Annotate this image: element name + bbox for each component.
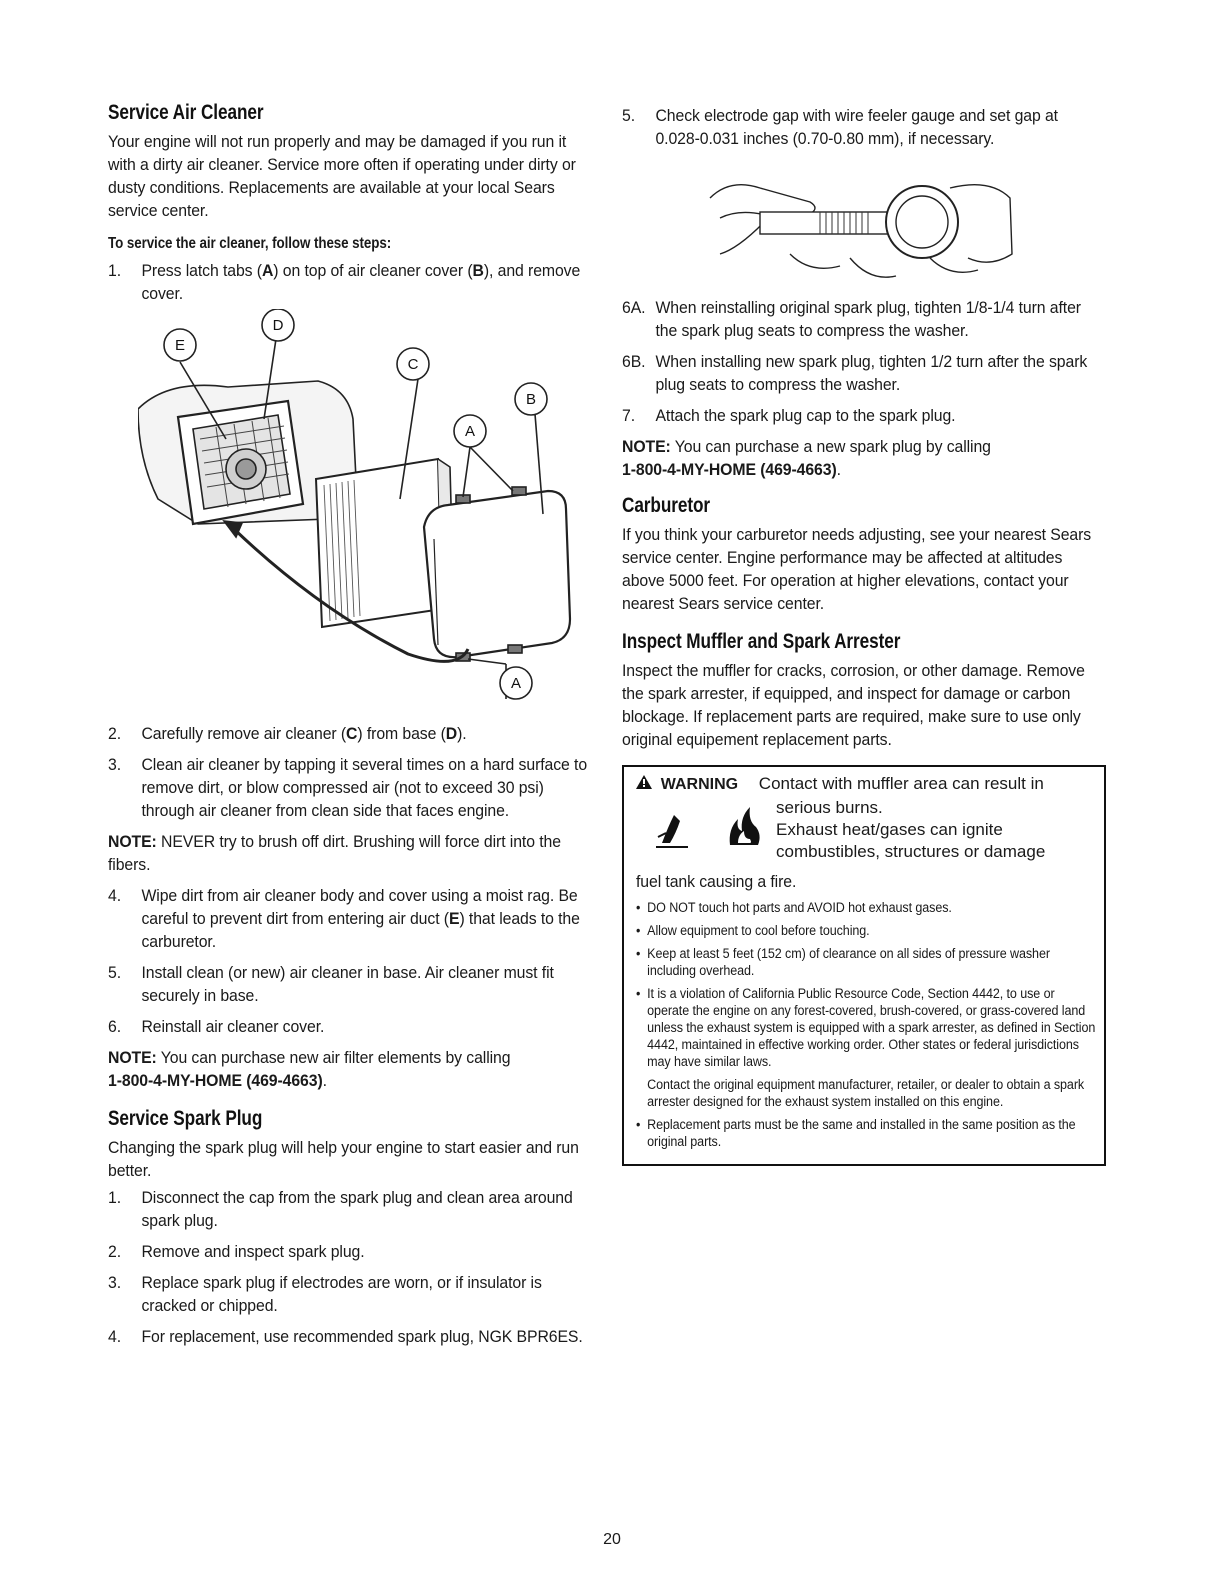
step-number: 7. xyxy=(622,406,636,425)
spark-plug-steps-a xyxy=(622,104,1106,150)
step-text: ) on top of air cleaner cover ( xyxy=(273,261,473,280)
callout-letter: C xyxy=(346,724,358,743)
note-text: NEVER try to brush off dirt. Brushing will force dirt into the fibers. xyxy=(108,832,561,874)
step-number: 2. xyxy=(108,1242,122,1261)
note-spark-plug xyxy=(622,435,1106,481)
step-text: Check electrode gap with wire feeler gauge and set gap at 0.028-0.031 inches (0.70-0.80 mm), if necessary. xyxy=(655,106,1058,148)
note-brush xyxy=(108,830,592,876)
step-text: When installing new spark plug, tighten 1/2 turn after the spark plug seats to compress the washer. xyxy=(655,352,1088,394)
list-item xyxy=(636,899,1096,916)
warning-title-row xyxy=(636,773,1044,796)
callout-label-a-top: A xyxy=(464,423,476,440)
step-number: 2. xyxy=(108,724,122,743)
step-text: Disconnect the cap from the spark plug and clean area around spark plug. xyxy=(141,1188,573,1230)
air-cleaner-steps-continued xyxy=(108,722,592,1348)
page-number: 20 xyxy=(603,1531,621,1548)
list-item xyxy=(622,296,1106,342)
list-item xyxy=(108,722,592,745)
list-item xyxy=(622,104,1106,150)
right-column xyxy=(622,100,1107,1166)
list-item xyxy=(636,1116,1096,1150)
step-text: ). xyxy=(457,724,467,743)
step-text: Carefully remove air cleaner ( xyxy=(141,724,347,743)
spark-plug-section xyxy=(108,1106,592,1348)
step-number: 5. xyxy=(108,963,122,982)
step-number: 3. xyxy=(108,1273,122,1292)
callout-label-a-bottom: A xyxy=(510,675,522,692)
step-number: 6. xyxy=(108,1017,122,1036)
callout-label-e: E xyxy=(174,337,186,354)
warning-header xyxy=(636,773,1094,873)
note-label: NOTE: xyxy=(108,832,157,851)
section-title-carburetor: Carburetor xyxy=(622,494,711,517)
bullet-dot: • xyxy=(636,900,641,915)
steps-heading: To service the air cleaner, follow these steps: xyxy=(108,235,392,252)
fire-icon xyxy=(724,803,764,853)
note-text: . xyxy=(836,460,841,479)
list-item xyxy=(108,753,592,822)
step-number: 1. xyxy=(108,261,122,280)
air-cleaner-intro: Your engine will not run properly and may be damaged if you run it with a dirty air cleaner. Service more often if operating under dirty or dusty conditions. Replacements are available at your local Sears service center. xyxy=(108,132,576,220)
list-item xyxy=(108,1325,592,1348)
bullet-extra-text: Contact the original equipment manufacturer, retailer, or dealer to obtain a spark arrester designed for the exhaust system installed on this engine. xyxy=(647,1077,1085,1109)
step-text: Clean air cleaner by tapping it several times on a hard surface to remove dirt, or blow compressed air (not to exceed 30 psi) through air cleaner from clean side that faces engine. xyxy=(141,755,588,820)
spark-plug-gap-illustration xyxy=(700,158,1020,288)
list-item xyxy=(622,350,1106,396)
step-number: 6B. xyxy=(622,352,646,371)
warning-line-4: combustibles, structures or damage xyxy=(776,842,1046,861)
section-title-air-cleaner: Service Air Cleaner xyxy=(108,101,264,124)
spark-plug-steps xyxy=(108,1186,592,1348)
step-text: ) that leads to the carburetor. xyxy=(141,909,580,951)
air-cleaner-steps-b xyxy=(108,722,592,822)
note-text: You can purchase a new spark plug by calling xyxy=(670,437,991,456)
muffler-section xyxy=(622,629,1106,751)
step-text: Press latch tabs ( xyxy=(141,261,262,280)
list-item xyxy=(108,1271,592,1317)
warning-line-1: Contact with muffler area can result in xyxy=(758,774,1044,793)
bullet-dot: • xyxy=(636,1117,641,1132)
list-item xyxy=(108,884,592,953)
warning-box xyxy=(622,765,1106,1166)
note-text: . xyxy=(322,1071,327,1090)
step-text: Attach the spark plug cap to the spark plug. xyxy=(655,406,956,425)
warning-line-3: Exhaust heat/gases can ignite xyxy=(776,820,1003,839)
phone-number: 1-800-4-MY-HOME (469-4663) xyxy=(108,1071,323,1090)
warning-bullets xyxy=(636,899,1096,1150)
note-label: NOTE: xyxy=(622,437,671,456)
bullet-dot: • xyxy=(636,946,641,961)
bullet-dot: • xyxy=(636,923,641,938)
warning-triangle-icon xyxy=(636,773,652,795)
bullet-text: Keep at least 5 feet (152 cm) of clearance on all sides of pressure washer including overhead. xyxy=(647,946,1050,978)
step-text: For replacement, use recommended spark plug, NGK BPR6ES. xyxy=(141,1327,583,1346)
callout-letter: D xyxy=(445,724,458,743)
hot-surface-icon xyxy=(652,807,692,857)
bullet-text: It is a violation of California Public Resource Code, Section 4442, to use or operate the engine on any forest-covered, brush-covered, or grass-covered land unless the exhaust system is equipped with a spark arrester, as defined in Section 4442, maintained in effective working order. Other states or federal jurisdictions may have similar laws. xyxy=(647,986,1096,1069)
list-item xyxy=(108,1240,592,1263)
list-item xyxy=(108,1186,592,1232)
callout-letter: E xyxy=(448,909,460,928)
step-number: 6A. xyxy=(622,298,646,317)
warning-line-2: serious burns. xyxy=(776,798,883,817)
callout-letter: A xyxy=(261,261,274,280)
spark-steps-continued-2 xyxy=(622,296,1106,751)
air-cleaner-steps-a xyxy=(108,259,592,305)
step-text: Remove and inspect spark plug. xyxy=(141,1242,365,1261)
callout-label-d: D xyxy=(272,317,284,334)
list-item xyxy=(622,404,1106,427)
step-number: 3. xyxy=(108,755,122,774)
warning-label: WARNING xyxy=(660,776,739,793)
air-cleaner-illustration xyxy=(138,309,578,714)
spark-plug-steps-b xyxy=(622,296,1106,427)
section-title-spark-plug: Service Spark Plug xyxy=(108,1107,263,1130)
step-text: Wipe dirt from air cleaner body and cover using a moist rag. Be careful to prevent dirt from entering air duct ( xyxy=(141,886,578,928)
step-text: Reinstall air cleaner cover. xyxy=(141,1017,325,1036)
left-column xyxy=(108,100,588,1362)
step-text: When reinstalling original spark plug, tighten 1/8-1/4 turn after the spark plug seats to compress the washer. xyxy=(655,298,1081,340)
callout-label-c: C xyxy=(407,356,419,373)
bullet-text: Replacement parts must be the same and installed in the same position as the original parts. xyxy=(647,1117,1076,1149)
spark-plug-intro: Changing the spark plug will help your engine to start easier and run better. xyxy=(108,1138,579,1180)
bullet-dot: • xyxy=(636,986,641,1001)
list-item xyxy=(636,985,1096,1110)
bullet-text: DO NOT touch hot parts and AVOID hot exhaust gases. xyxy=(647,900,952,915)
warning-line-5: fuel tank causing a fire. xyxy=(636,872,797,891)
note-label: NOTE: xyxy=(108,1048,157,1067)
list-item xyxy=(108,1015,592,1038)
list-item xyxy=(636,945,1096,979)
step-text: Install clean (or new) air cleaner in base. Air cleaner must fit securely in base. xyxy=(141,963,554,1005)
note-text: You can purchase new air filter elements by calling xyxy=(156,1048,511,1067)
step-number: 1. xyxy=(108,1188,122,1207)
step-number: 4. xyxy=(108,886,122,905)
air-cleaner-section xyxy=(108,100,592,305)
bullet-text: Allow equipment to cool before touching. xyxy=(647,923,870,938)
carburetor-text: If you think your carburetor needs adjusting, see your nearest Sears service center. Engine performance may be affected at altitudes above 5000 feet. For operation at higher elevations, contact your nearest Sears service center. xyxy=(622,525,1092,613)
air-cleaner-steps-c xyxy=(108,884,592,1038)
list-item xyxy=(108,961,592,1007)
phone-number: 1-800-4-MY-HOME (469-4663) xyxy=(622,460,837,479)
list-item xyxy=(108,259,592,305)
section-title-muffler: Inspect Muffler and Spark Arrester xyxy=(622,630,901,653)
step-text: Replace spark plug if electrodes are worn, or if insulator is cracked or chipped. xyxy=(141,1273,542,1315)
air-cleaner-diagram xyxy=(138,309,578,714)
feeler-gauge-diagram xyxy=(700,158,1020,288)
step-text: ) from base ( xyxy=(357,724,446,743)
step-text: ), and remove cover. xyxy=(141,261,581,303)
step-number: 5. xyxy=(622,106,636,125)
callout-label-b: B xyxy=(525,391,537,408)
note-air-filter xyxy=(108,1046,592,1092)
step-number: 4. xyxy=(108,1327,122,1346)
callout-letter: B xyxy=(472,261,484,280)
muffler-text: Inspect the muffler for cracks, corrosion, or other damage. Remove the spark arrester, if equipped, and inspect for damage or carbon blockage. If replacement parts are required, make sure to use only original equipement replacement parts. xyxy=(622,661,1085,749)
carburetor-section xyxy=(622,493,1106,615)
spark-steps-continued xyxy=(622,104,1106,150)
list-item xyxy=(636,922,1096,939)
